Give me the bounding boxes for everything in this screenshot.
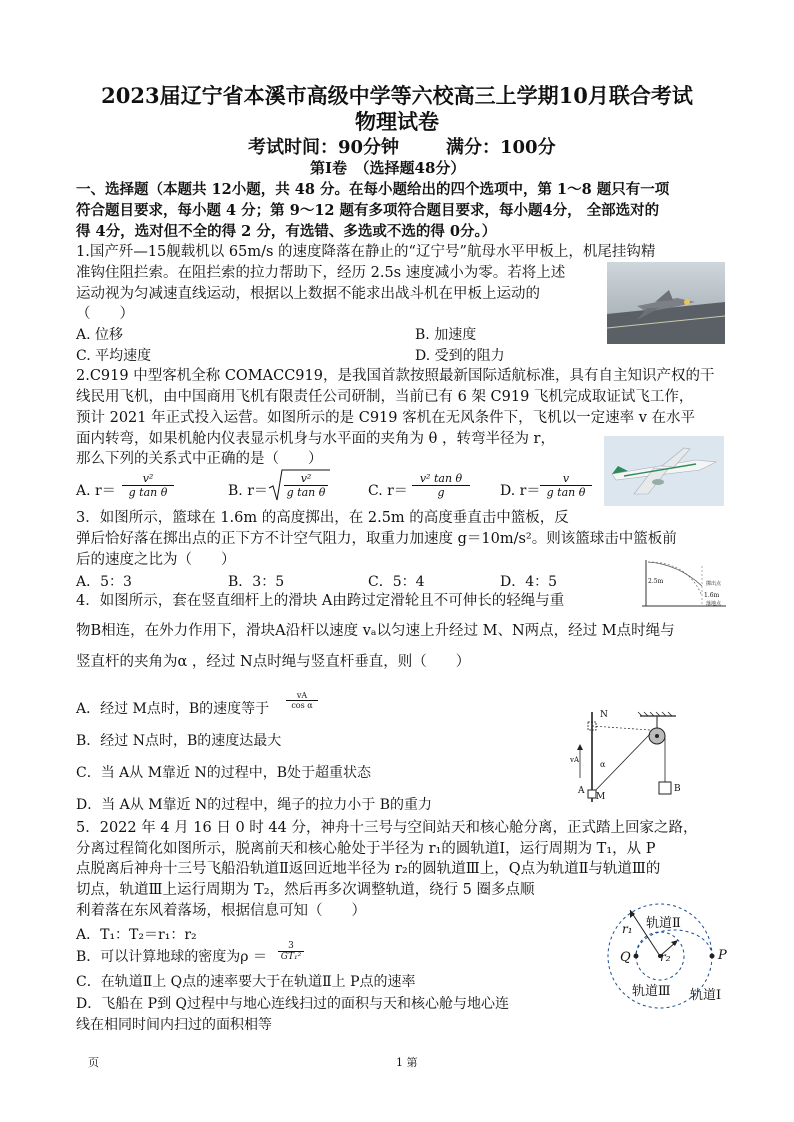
q1-option-a: A. 位移 <box>76 327 124 343</box>
q2-a-fraction <box>122 472 174 499</box>
throw-point-label: 掷出点 <box>706 581 722 587</box>
q1-text: （ ） <box>76 306 134 322</box>
q2-option-d: D. r＝ <box>500 483 541 499</box>
point-p-label: P <box>718 948 727 963</box>
fraction-denominator: g tan θ <box>128 486 168 499</box>
fraction-denominator: g tan θ <box>286 486 326 499</box>
q4-option-a: A．经过 M点时，B的速度等于 <box>76 701 270 717</box>
q3-text: 后的速度之比为（ ） <box>76 552 236 568</box>
orbit-diagram <box>594 898 736 1010</box>
q5-text: 分离过程简化如图所示，脱离前天和核心舱处于半径为 r₁的圆轨道Ⅰ，运行周期为 T₁，从 P <box>76 841 656 857</box>
q5-text: 点脱离后神舟十三号飞船沿轨道Ⅱ返回近地半径为 r₂的圆轨道Ⅲ上，Q点为轨道Ⅱ与轨道Ⅲ的 <box>76 861 661 877</box>
fraction-numerator: v² tan θ <box>412 472 470 486</box>
q2-c-fraction <box>412 472 470 499</box>
q1-text: 1.国产歼—15舰载机以 65m/s 的速度降落在静止的“辽宁号”航母水平甲板上，机尾挂钩精 <box>76 244 656 260</box>
carrier-jet-photo <box>607 262 725 344</box>
instruction-line: 一、选择题（本题共 12小题，共 48 分。在每小题给出的四个选项中，第 1～8 题只有一项 <box>76 181 670 198</box>
q5-text: 切点，轨道Ⅲ上运行周期为 T₂，然后再多次调整轨道，绕行 5 圈多点顺 <box>76 882 535 898</box>
q2-d-fraction <box>540 472 592 499</box>
q5-option-b: B．可以计算地球的密度为ρ ＝ <box>76 949 267 965</box>
point-n-label: N <box>600 710 608 720</box>
q2-option-c: C. r＝ <box>368 483 408 499</box>
fraction-denominator: g <box>437 486 445 499</box>
page-number: 1 第 <box>396 1056 418 1069</box>
block-b-label: B <box>674 784 681 794</box>
basketball-diagram <box>638 556 728 608</box>
q3-option-b: B．3：5 <box>228 574 285 590</box>
velocity-label: vA <box>570 756 580 764</box>
exam-time: 考试时间：90分钟 <box>248 137 400 158</box>
q3-option-c: C．5：4 <box>368 574 425 590</box>
fraction-denominator: GT₁² <box>280 952 302 962</box>
q1-option-b: B. 加速度 <box>415 327 477 343</box>
fraction-numerator: v <box>540 472 592 486</box>
q2-option-a: A. r＝ <box>76 483 116 499</box>
c919-plane-photo <box>604 436 724 506</box>
q5-text: 5．2022 年 4 月 16 日 0 时 44 分，神舟十三号与空间站天和核心舱分离，正式踏上回家之路， <box>76 820 698 836</box>
fraction-denominator: cos α <box>291 701 313 710</box>
instruction-line: 符合题目要求，每小题 4 分；第 9～12 题有多项符合题目要求，每小题4分， 全部选对的 <box>76 202 660 219</box>
fraction-denominator: g tan θ <box>546 486 586 499</box>
q4-option-b: B．经过 N点时，B的速度达最大 <box>76 733 282 749</box>
orbit-1-label: 轨道Ⅰ <box>690 988 722 1003</box>
radius-r1-label: r₁ <box>622 922 633 936</box>
q2-text: 线民用飞机，由中国商用飞机有限责任公司研制，当前已有 6 架 C919 飞机完成取证试飞工作， <box>76 389 694 405</box>
q2-b-sqrt <box>268 468 330 502</box>
q5-option-c: C．在轨道Ⅱ上 Q点的速率要大于在轨道Ⅱ上 P点的速率 <box>76 974 416 990</box>
radius-r2-label: r₂ <box>660 950 671 964</box>
q4-option-d: D．当 A从 M靠近 N的过程中，绳子的拉力小于 B的重力 <box>76 797 433 813</box>
orbit-3-label: 轨道Ⅲ <box>632 984 671 999</box>
q2-text: 面内转弯，如果机舱内仪表显示机身与水平面的夹角为 θ ，转弯半径为 r， <box>76 431 555 447</box>
q1-text: 准钩住阻拦索。在阻拦索的拉力帮助下，经历 2.5s 速度减小为零。若将上述 <box>76 265 566 281</box>
q4-text: 物B相连，在外力作用下，滑块A沿杆以速度 vₐ以匀速上升经过 M、N两点，经过 M点时绳与 <box>76 623 675 639</box>
q4-a-fraction <box>286 691 318 710</box>
landing-point-label: 落地点 <box>706 601 722 607</box>
angle-label: α <box>600 760 606 769</box>
fraction-numerator: v² <box>284 472 328 486</box>
height-label: 1.6m <box>704 592 720 599</box>
q2-text: 预计 2021 年正式投入运营。如图所示的是 C919 客机在无风条件下，飞机以一定速率 v 在水平 <box>76 410 696 426</box>
point-m-label: M <box>596 792 606 802</box>
q5-text: 利着落在东风着落场，根据信息可知（ ） <box>76 903 366 919</box>
fraction-numerator: v² <box>122 472 174 486</box>
fraction-numerator: vA <box>286 691 318 701</box>
q2-option-b: B. r＝ <box>228 483 268 499</box>
point-q-label: Q <box>620 950 631 965</box>
page-title: 2023届辽宁省本溪市高级中学等六校高三上学期10月联合考试 <box>101 83 693 108</box>
q5-option-d-cont: 线在相同时间内扫过的面积相等 <box>76 1017 272 1033</box>
orbit-2-label: 轨道Ⅱ <box>646 916 681 931</box>
q4-option-c: C．当 A从 M靠近 N的过程中，B处于超重状态 <box>76 765 372 781</box>
q4-text: 竖直杆的夹角为α ，经过 N点时绳与竖直杆垂直，则（ ） <box>76 654 471 670</box>
q1-option-c: C. 平均速度 <box>76 348 152 364</box>
q1-text: 运动视为匀减速直线运动，根据以上数据不能求出战斗机在甲板上运动的 <box>76 286 540 302</box>
q5-density-fraction <box>278 941 304 962</box>
q3-option-d: D．4：5 <box>500 574 558 590</box>
height-label: 2.5m <box>648 578 664 585</box>
instruction-line: 得 4分，选对但不全的得 2 分，有选错、多选或不选的得 0分。） <box>76 223 497 240</box>
pulley-diagram <box>566 708 696 806</box>
q2-text: 那么下列的关系式中正确的是（ ） <box>76 451 323 467</box>
q5-option-d: D．飞船在 P到 Q过程中与地心连线扫过的面积与天和核心舱与地心连 <box>76 996 510 1012</box>
footer-left: 页 <box>88 1056 99 1069</box>
q2-text: 2.C919 中型客机全称 COMACC919，是我国首款按照最新国际适航标准，具有自主知识产权的干 <box>76 368 715 384</box>
q3-text: 弹后恰好落在掷出点的正下方不计空气阻力，取重力加速度 g＝10m/s²。则该篮球击中篮板前 <box>76 531 677 547</box>
section-heading: 第Ⅰ卷 （选择题48分） <box>310 159 466 177</box>
block-a-label: A <box>578 786 585 796</box>
q1-option-d: D. 受到的阻力 <box>415 348 505 364</box>
subject-title: 物理试卷 <box>355 109 439 134</box>
q3-text: 3．如图所示，篮球在 1.6m 的高度掷出，在 2.5m 的高度垂直击中篮板，反 <box>76 510 569 526</box>
q4-text: 4．如图所示，套在竖直细杆上的滑块 A由跨过定滑轮且不可伸长的轻绳与重 <box>76 593 565 609</box>
fraction-numerator: 3 <box>278 941 304 952</box>
full-score: 满分：100分 <box>446 137 556 158</box>
q5-option-a: A．T₁：T₂＝r₁：r₂ <box>76 927 197 943</box>
q3-option-a: A．5：3 <box>76 574 132 590</box>
